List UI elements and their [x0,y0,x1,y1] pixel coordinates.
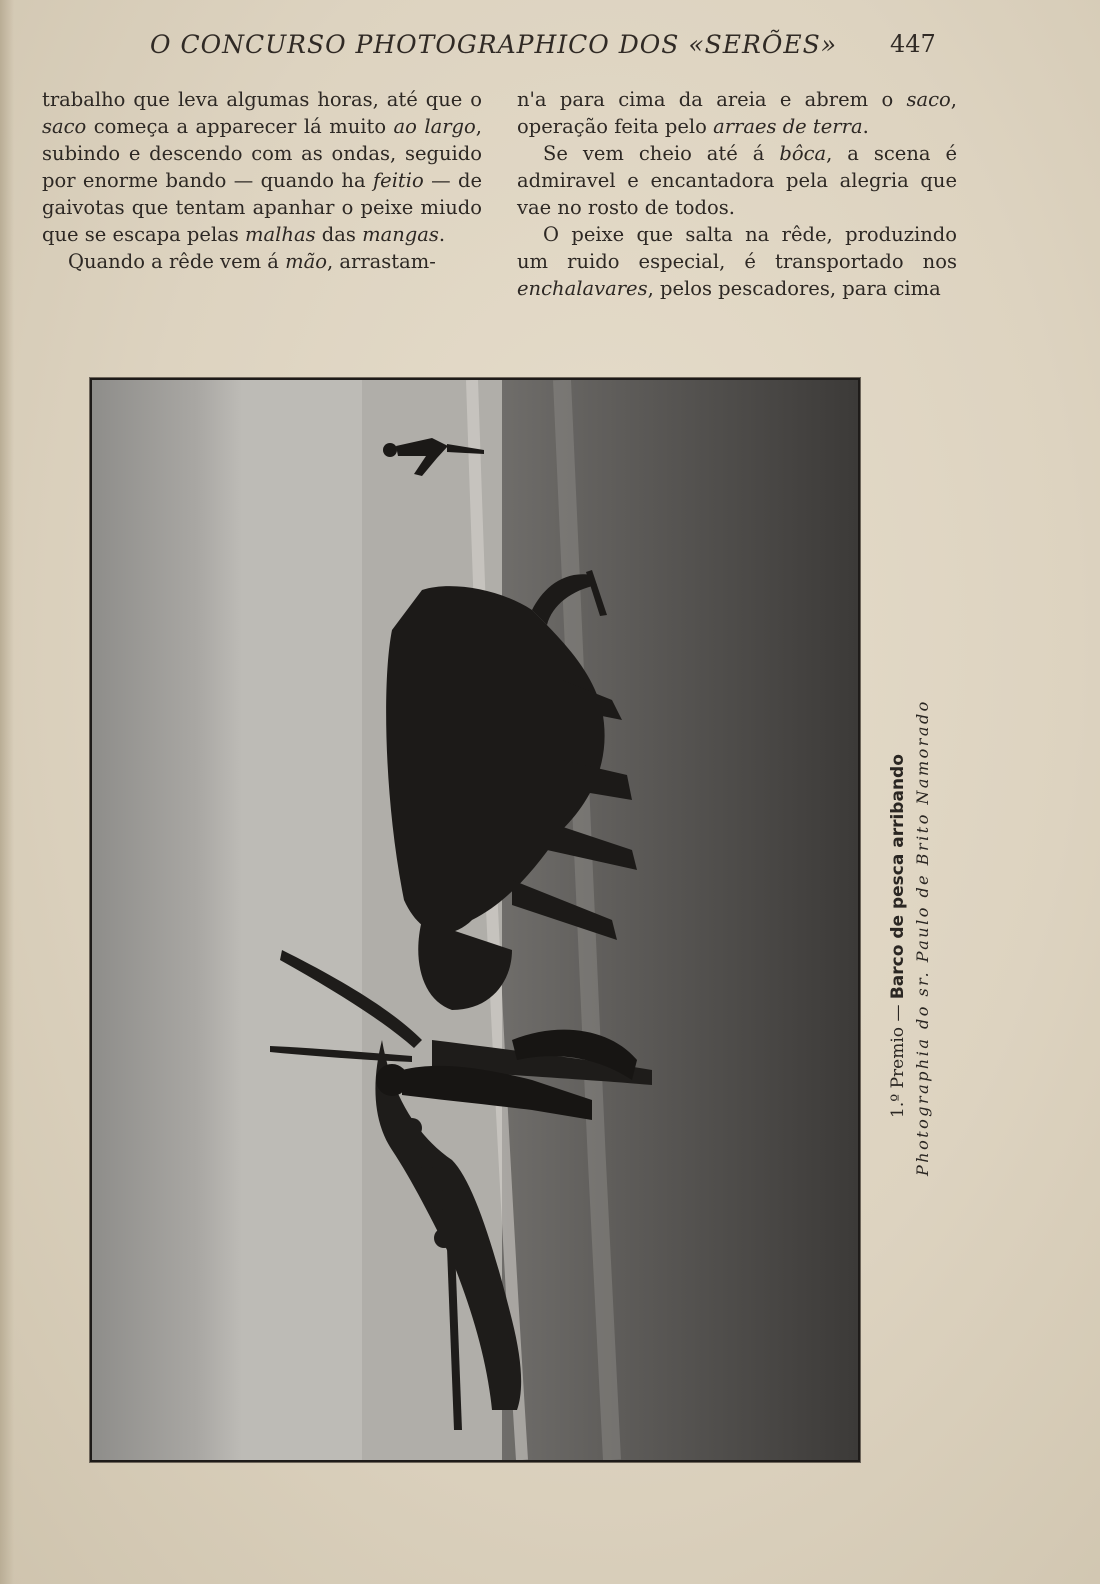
paragraph [517,140,957,221]
text-column-left [42,86,482,275]
text-run: começa a apparecer lá muito [86,115,394,138]
text-run: das [315,223,363,246]
photo-credit: Photographia do sr. Paulo de Brito Namorado [913,699,932,1176]
italic-term: bôca [779,142,827,165]
paragraph [42,248,482,275]
running-title: O CONCURSO PHOTOGRAPHICO DOS «SERÕES» [150,30,838,59]
italic-term: ao largo [393,115,476,138]
prize-label: 1.º Premio — [888,999,908,1118]
text-run: , subindo e descendo com as ondas, seguido por enorme bando — quando ha [42,115,482,192]
text-run: — de gaivotas que tentam apanhar o peixe miudo que se escapa pelas [42,169,482,246]
text-run: , operação feita pelo [517,88,957,138]
italic-term: mangas [362,223,439,246]
sky-area [92,380,392,1460]
page-number: 447 [890,30,936,58]
photograph [90,378,860,1462]
text-run: , pelos pescadores, para cima [647,277,941,300]
italic-term: enchalavares [517,277,648,300]
photo-caption [888,754,908,1118]
text-run: , a scena é admiravel e encantadora pela alegria que vae no rosto de todos. [517,142,957,219]
italic-term: arraes de terra [713,115,863,138]
photo-illustration [92,380,858,1460]
text-run: Se vem cheio até á [543,142,780,165]
caption-title: Barco de pesca arribando [888,754,908,1000]
text-run: trabalho que leva algumas horas, até que o [42,88,482,111]
text-run: n'a para cima da areia e abrem o [517,88,907,111]
paragraph [517,221,957,302]
paragraph [517,86,957,140]
italic-term: malhas [245,223,316,246]
italic-term: saco [42,115,87,138]
text-run: O peixe que salta na rêde, produzindo um ruido especial, é transportado nos [517,223,957,273]
text-run: Quando a rêde vem á [68,250,286,273]
sea-area [502,380,858,1460]
italic-term: feitio [372,169,424,192]
italic-term: mão [285,250,327,273]
text-run: . [438,223,446,246]
text-run: , arrastam- [327,250,436,273]
paragraph [42,86,482,248]
text-run: . [862,115,869,138]
text-column-right [517,86,957,302]
italic-term: saco [906,88,951,111]
